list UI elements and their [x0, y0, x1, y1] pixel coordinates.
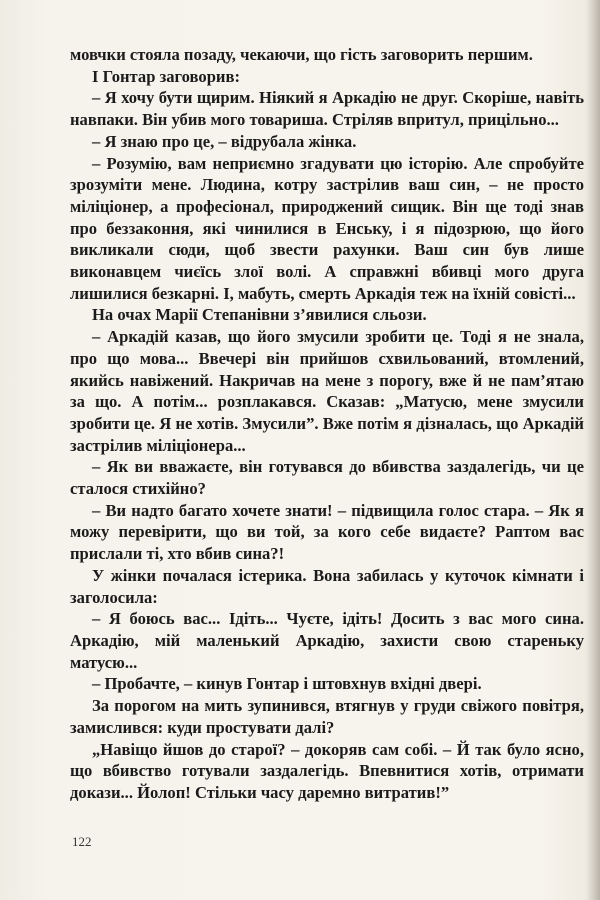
paragraph-continuation: мовчки стояла позаду, чекаючи, що гість заговорить першим.: [70, 45, 533, 64]
page-text: [70, 44, 584, 804]
paragraph: У жінки почалася істерика. Вона забилась у куточок кімнати і заголосила:: [70, 565, 584, 607]
paragraph: „Навіщо йшов до старої? – докоряв сам собі. – Й так було ясно, що вбивство готували заздалегідь. Впевнитися хотів, отримати докази... Йолоп! Стільки часу даремно витратив!”: [70, 739, 584, 802]
paragraph: – Ви надто багато хочете знати! – підвищила голос стара. – Як я можу перевірити, що ви той, за кого себе видаєте? Раптом вас прислали ті, хто вбив сина?!: [70, 500, 584, 564]
paragraph: На очах Марії Степанівни з’явилися сльози.: [92, 305, 427, 325]
paragraph: За порогом на мить зупинився, втягнув у груди свіжого повітря, замислився: куди простувати далі?: [70, 696, 584, 737]
paragraph: – Аркадій казав, що його змусили зробити це. Тоді я не знала, про що мова... Ввечері він прийшов схвильований, втомлений, якийсь навіжений. Накричав на мене з порогу, вже й не пам’ятаю за що. А потім... розплакався. Сказав: „Матусю, мене змусили зробити це. Я не хотів. Змусили”. Вже потім я дізналась, що Аркадій застрілив міліціонера...: [70, 327, 584, 455]
page-number: 122: [72, 834, 92, 849]
paragraph: І Гонтар заговорив:: [92, 66, 240, 86]
paragraph: – Я хочу бути щирим. Ніякий я Аркадію не друг. Скоріше, навіть навпаки. Він убив мого товариша. Стріляв впритул, прицільно...: [70, 88, 584, 130]
paragraph: – Я знаю про це, – відрубала жінка.: [92, 131, 357, 151]
paragraph: – Пробачте, – кинув Гонтар і штовхнув вхідні двері.: [92, 674, 482, 694]
page-spine-shadow: [586, 0, 600, 900]
paragraph: – Як ви вважаєте, він готувався до вбивства заздалегідь, чи це сталося стихійно?: [70, 457, 584, 499]
paragraph: – Я боюсь вас... Ідіть... Чуєте, ідіть! Досить з вас мого сина. Аркадію, мій маленький Аркадію, захисти свою стареньку матусю...: [70, 609, 584, 672]
paragraph: – Розумію, вам неприємно згадувати цю історію. Але спробуйте зрозуміти мене. Людина, котру застрілив ваш син, – не просто міліціонер, а професіонал, природжений сищик. Він ще тоді знав про беззаконня, які чинилися в Енську, і я підозрюю, що його викликали сюди, щоб звести рахунки. Ваш син був лише виконавцем чиєїсь злої волі. А справжні вбивці мого друга лишилися безкарні. І, мабуть, смерть Аркадія теж на їхній совісті...: [70, 153, 584, 303]
